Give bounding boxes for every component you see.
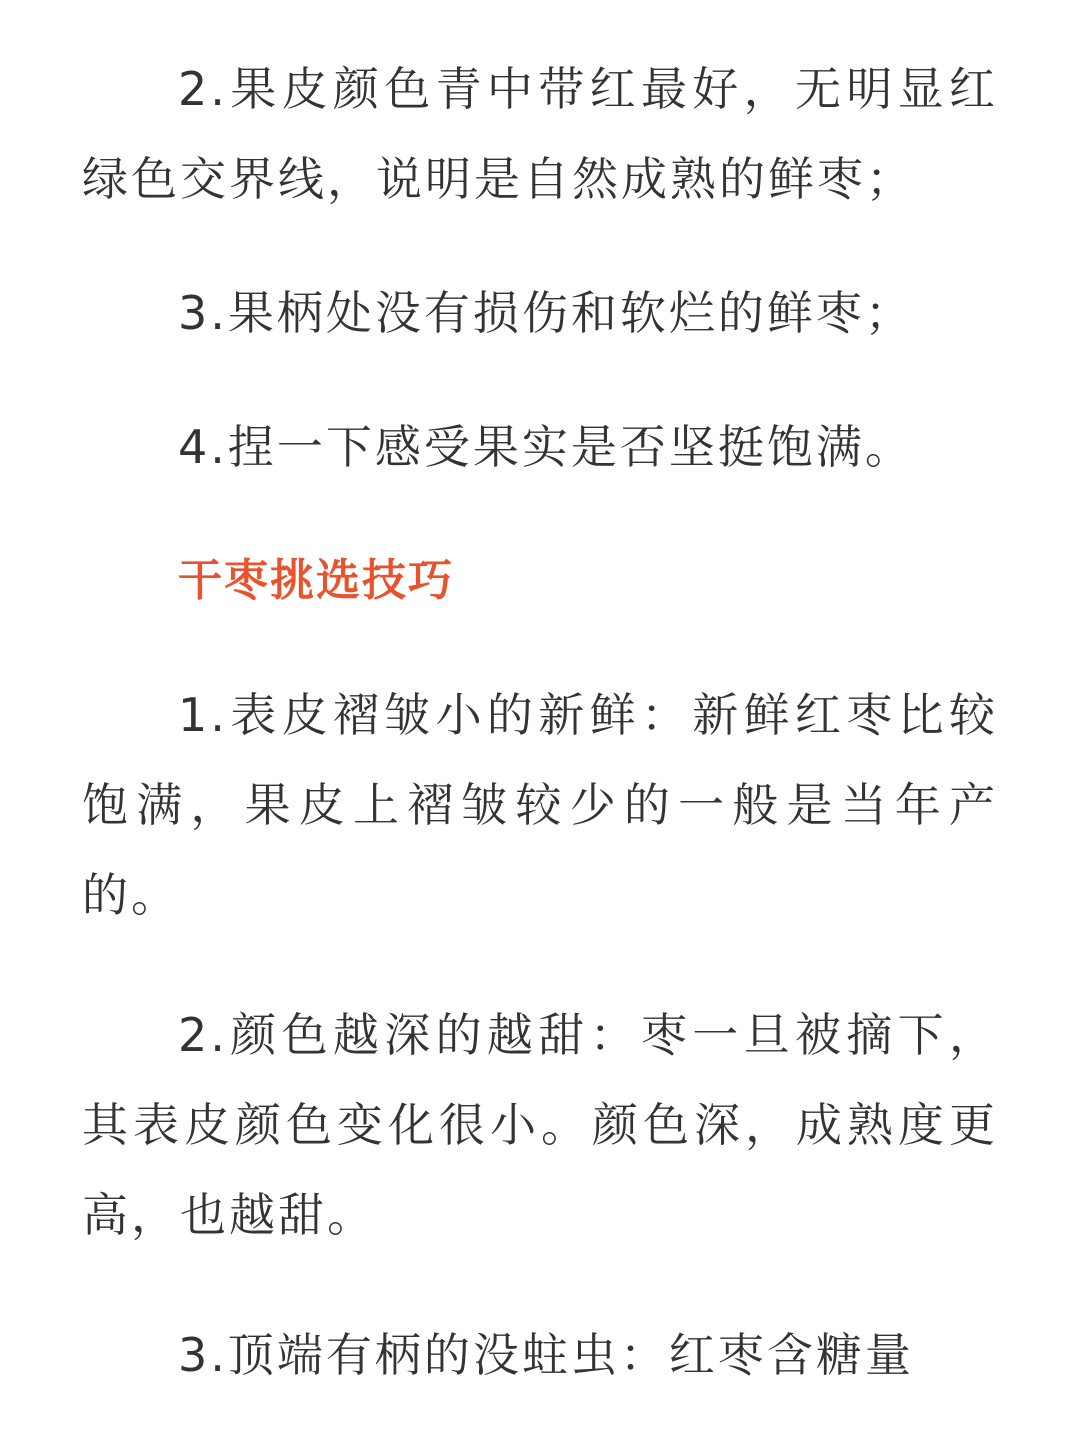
section-heading-dried-dates: 干枣挑选技巧	[178, 555, 454, 606]
fresh-tip-2: 2.果皮颜色青中带红最好，无明显红绿色交界线，说明是自然成熟的鲜枣；	[82, 62, 998, 206]
spacer	[82, 626, 998, 670]
spacer	[82, 492, 998, 536]
spacer	[82, 224, 998, 268]
article-body	[82, 44, 998, 1400]
dried-tip-3: 3.顶端有柄的没蛀虫：红枣含糖量	[178, 1328, 914, 1382]
spacer	[82, 358, 998, 402]
fresh-tip-4: 4.捏一下感受果实是否坚挺饱满。	[178, 420, 914, 474]
spacer	[82, 940, 998, 990]
fresh-tip-3: 3.果柄处没有损伤和软烂的鲜枣；	[178, 286, 914, 340]
dried-tip-1: 1.表皮褶皱小的新鲜：新鲜红枣比较饱满，果皮上褶皱较少的一般是当年产的。	[82, 688, 998, 922]
spacer	[82, 1260, 998, 1310]
dried-tip-2: 2.颜色越深的越甜：枣一旦被摘下，其表皮颜色变化很小。颜色深，成熟度更高，也越甜。	[82, 1008, 998, 1242]
